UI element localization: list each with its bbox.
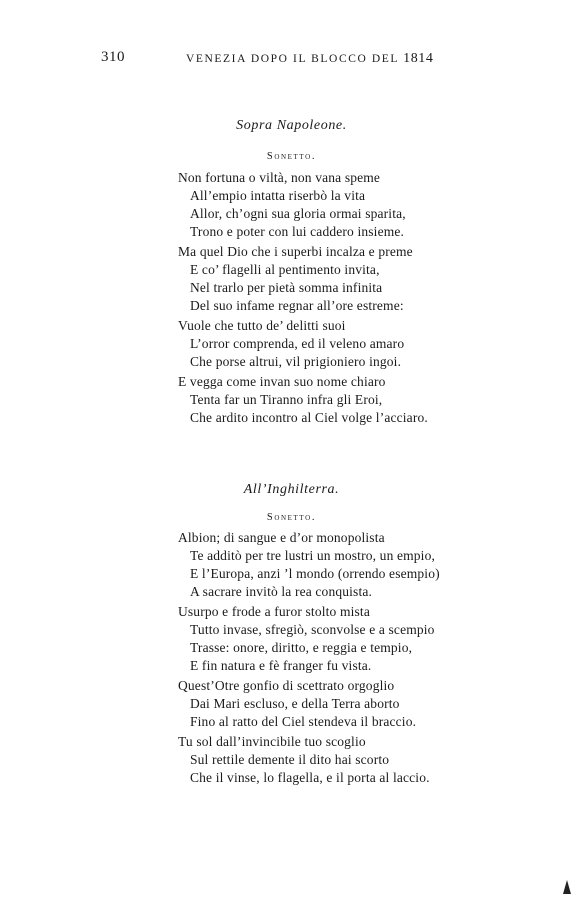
verse-line: E vegga come invan suo nome chiaro	[178, 374, 386, 389]
verse-line: E l’Europa, anzi ’l mondo (orrendo esempio)	[190, 566, 440, 581]
verse-line: E fin natura e fè franger fu vista.	[190, 658, 372, 673]
verse-line: Trono e poter con lui caddero insieme.	[190, 224, 405, 239]
verse-line: Usurpo e frode a furor stolto mista	[178, 604, 370, 619]
verse-line: Trasse: onore, diritto, e reggia e tempio,	[190, 640, 413, 655]
verse-line: Sul rettile demente il dito hai scorto	[190, 752, 390, 767]
running-year: 1814	[403, 51, 434, 66]
verse-line: Tu sol dall’invincibile tuo scoglio	[178, 734, 366, 749]
verse-line: Tutto invase, sfregiò, sconvolse e a scempio	[190, 622, 435, 637]
running-head	[186, 51, 434, 67]
verse-line: Allor, ch’ogni sua gloria ormai sparita,	[190, 206, 406, 221]
verse-line: Vuole che tutto de’ delitti suoi	[178, 318, 346, 333]
verse-line: Tenta far un Tiranno infra gli Eroi,	[190, 392, 383, 407]
verse-line: Del suo infame regnar all’ore estreme:	[190, 298, 404, 313]
verse-line: Quest’Otre gonfio di scettrato orgoglio	[178, 678, 395, 693]
verse-line: All’empio intatta riserbò la vita	[190, 188, 366, 203]
poem-title-napoleone: Sopra Napoleone.	[236, 118, 347, 133]
verse-line: L’orror comprenda, ed il veleno amaro	[190, 336, 405, 351]
verse-line: Ma quel Dio che i superbi incalza e preme	[178, 244, 413, 259]
page-number: 310	[101, 49, 125, 65]
scan-artifact-mark	[563, 880, 571, 894]
verse-line: Non fortuna o viltà, non vana speme	[178, 170, 381, 185]
verse-line: A sacrare invitò la rea conquista.	[190, 584, 373, 599]
verse-line: Che il vinse, lo flagella, e il porta al laccio.	[190, 770, 430, 785]
poem-form-label: Sonetto.	[266, 151, 317, 162]
verse-line: Te additò per tre lustri un mostro, un empio,	[190, 548, 436, 563]
poem-title-inghilterra: All’Inghilterra.	[243, 482, 340, 497]
verse-line: Dai Mari escluso, e della Terra aborto	[190, 696, 400, 711]
running-title: VENEZIA DOPO IL BLOCCO DEL	[186, 53, 399, 65]
verse-line: Fino al ratto del Ciel stendeva il braccio.	[190, 714, 417, 729]
verse-line: Che ardito incontro al Ciel volge l’acciaro.	[190, 410, 428, 425]
poem-form-label: Sonetto.	[266, 512, 317, 523]
verse-line: E co’ flagelli al pentimento invita,	[190, 262, 380, 277]
verse-line: Nel trarlo per pietà somma infinita	[190, 280, 383, 295]
verse-line: Albion; di sangue e d’or monopolista	[178, 530, 385, 545]
verse-line: Che porse altrui, vil prigioniero ingoi.	[190, 354, 402, 369]
